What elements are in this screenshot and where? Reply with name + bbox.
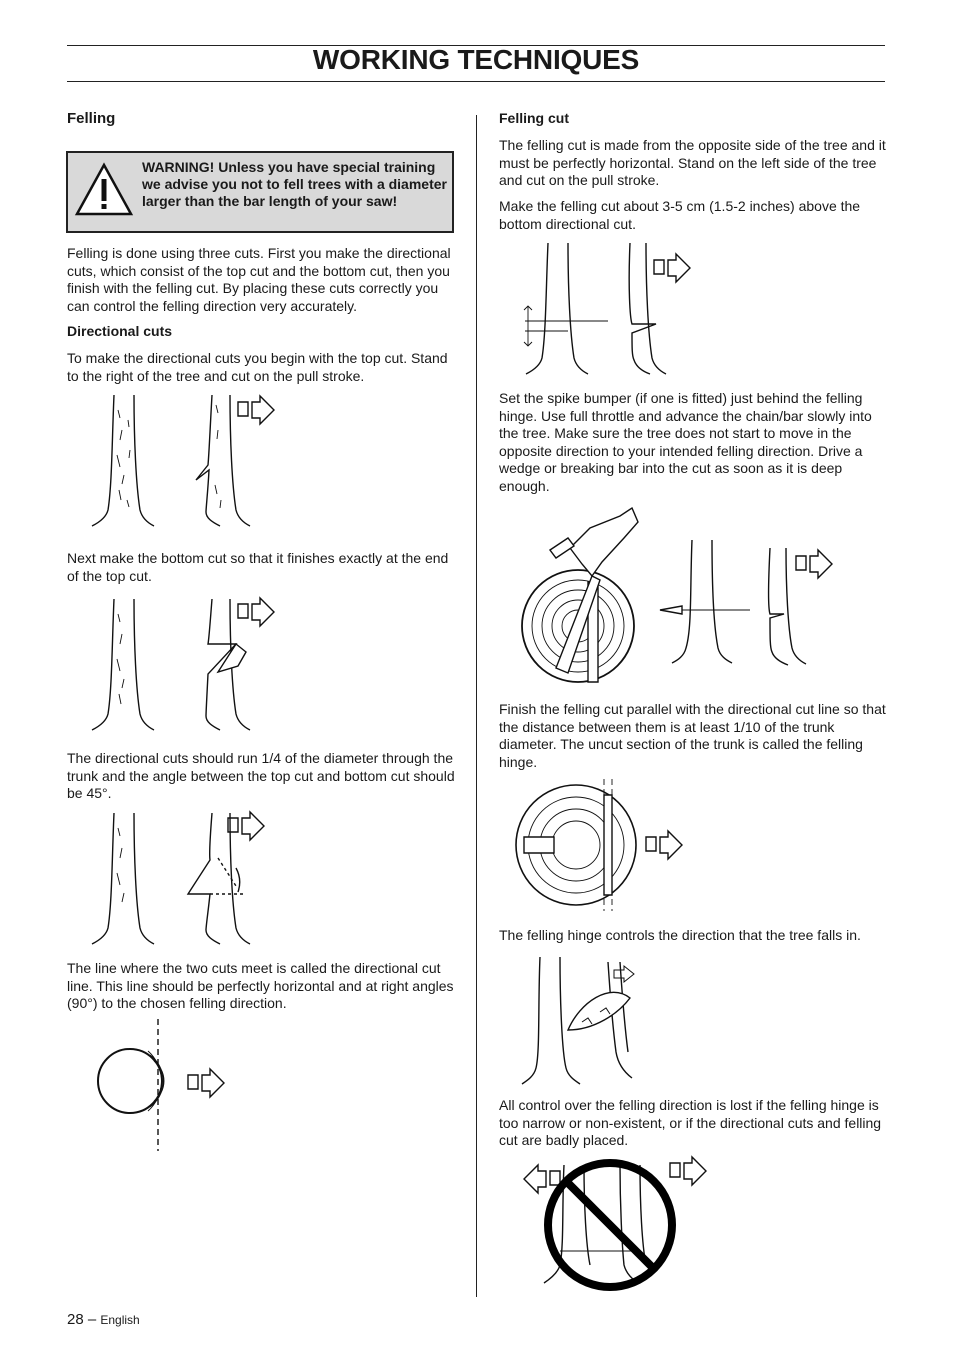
bottom-cut-paragraph: Next make the bottom cut so that it finishes exactly at the end of the top cut. (67, 550, 449, 584)
tree-trunk-side-view (92, 813, 154, 944)
felling-cut-paragraph-2: Make the felling cut about 3-5 cm (1.5-2 inches) above the bottom directional cut. (499, 198, 861, 232)
direction-arrow-icon (646, 831, 682, 859)
cut-line-paragraph: The line where the two cuts meet is called the directional cut line. This line should be perfectly horizontal and at right angles (90°) to the chosen felling direction. (67, 960, 454, 1011)
figure-cut-line-cross-section (88, 1015, 248, 1155)
control-lost-paragraph: All control over the felling direction is lost if the felling hinge is too narrow or non-existent, or if the directional cuts and felling cut are badly placed. (499, 1097, 882, 1148)
direction-arrow-icon (796, 550, 832, 578)
warning-triangle-icon (74, 162, 134, 218)
prohibition-icon (548, 1163, 672, 1287)
diameter-angle-paragraph: The directional cuts should run 1/4 of the diameter through the trunk and the angle between the top cut and bottom cut should be 45°. (67, 750, 455, 801)
page-footer (67, 1311, 140, 1328)
tree-trunk-side-view (92, 395, 154, 526)
warning-box (66, 151, 454, 233)
direction-arrow-icon (524, 1165, 560, 1193)
direction-arrow-icon (228, 812, 264, 840)
tree-trunk-side-view (660, 540, 750, 663)
figure-bottom-cut (88, 594, 288, 734)
figure-felling-cut-height (520, 238, 720, 378)
tree-trunk-side-view (92, 599, 154, 730)
header-rule-bottom (67, 81, 885, 82)
page-number: 28 – (67, 1311, 97, 1328)
figure-felling-hinge-cross-section (520, 775, 720, 915)
figure-top-cut (88, 390, 288, 530)
tree-trunk-with-top-cut (196, 395, 250, 526)
direction-arrow-icon (188, 1069, 224, 1097)
page-title: WORKING TECHNIQUES (312, 44, 640, 75)
footer-language: English (100, 1313, 140, 1327)
direction-arrow-icon (670, 1157, 706, 1185)
figure-hinge-direction (520, 952, 660, 1092)
section-title-felling: Felling (67, 110, 116, 127)
felling-hinge-paragraph: Finish the felling cut parallel with the directional cut line so that the distance between them is at least 1/10 of the trunk diameter. The uncut section of the trunk is called the felling hinge. (499, 701, 886, 770)
tree-trunk-with-notch (769, 548, 807, 665)
figure-45-degree-notch (88, 808, 288, 948)
tree-trunk-with-notch (629, 243, 666, 374)
hinge-controls-paragraph: The felling hinge controls the direction that the tree falls in. (499, 927, 861, 943)
column-divider (476, 115, 477, 1297)
tree-trunk-with-angle (188, 813, 250, 944)
directional-cuts-heading: Directional cuts (67, 323, 173, 339)
spike-bumper-paragraph: Set the spike bumper (if one is fitted) just behind the felling hinge. Use full throttle and advance the chain/bar slowly into the tree. Make sure the tree does not start to move in the opposite direction to your intended felling direction. Drive a wedge or breaking bar into the cut as soon as it is deep enough. (499, 390, 872, 494)
top-cut-paragraph: To make the directional cuts you begin with the top cut. Stand to the right of the tree and cut on the pull stroke. (67, 350, 448, 384)
figure-chainsaw-felling (520, 498, 840, 688)
intro-paragraph: Felling is done using three cuts. First you make the directional cuts, which consist of the top cut and the bottom cut, then you finish with the felling cut. By placing these cuts correctly you can control the felling direction very accurately. (67, 245, 451, 314)
direction-arrow-icon (238, 396, 274, 424)
figure-prohibited-felling (520, 1155, 720, 1305)
warning-text: WARNING! Unless you have special training we advise you not to fell trees with a diameter larger than the bar length of your saw! (142, 159, 447, 210)
direction-arrow-icon (654, 254, 690, 282)
felling-cut-paragraph-1: The felling cut is made from the opposite side of the tree and it must be perfectly horizontal. Stand on the left side of the tree and cut on the pull stroke. (499, 137, 886, 188)
tree-trunk-side-view (524, 243, 608, 374)
direction-arrow-icon (238, 598, 274, 626)
felling-cut-heading: Felling cut (499, 110, 569, 126)
